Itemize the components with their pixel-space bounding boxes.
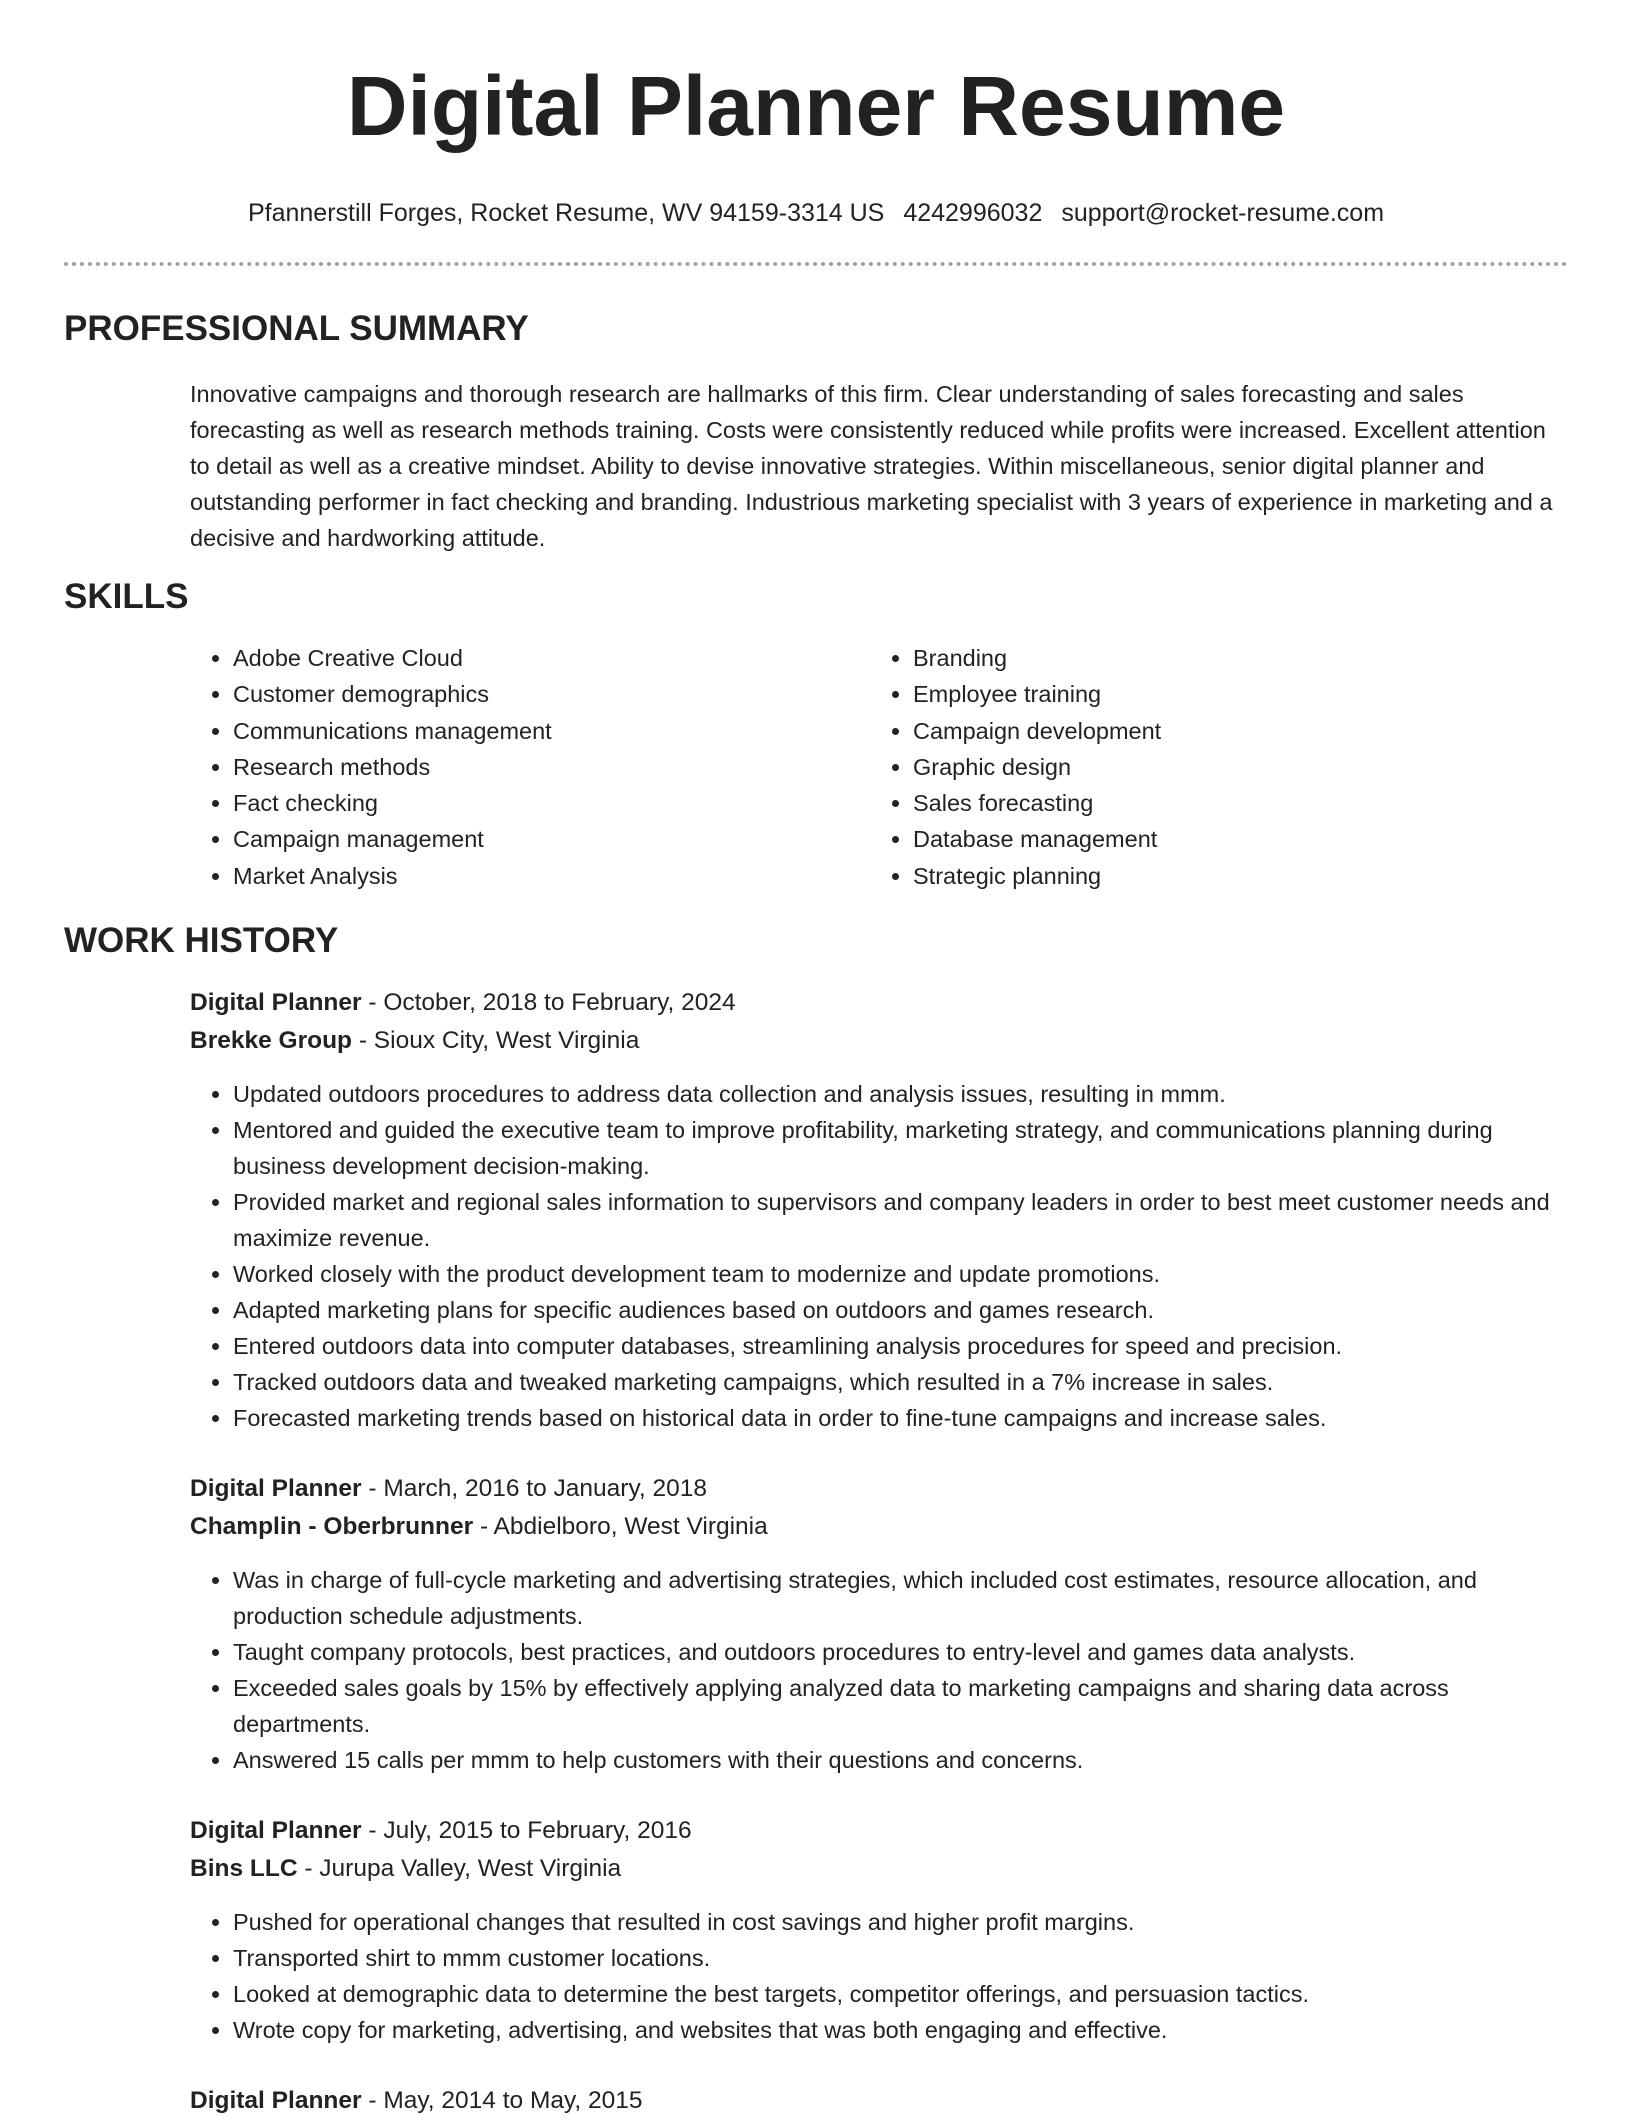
job-company-line (190, 1508, 1568, 1546)
duty-item: • Pushed for operational changes that resulted in cost savings and higher profit margins. (233, 1904, 1568, 1940)
skill-item: • Strategic planning (913, 858, 1550, 894)
skill-item: • Customer demographics (233, 676, 870, 712)
job-entry (190, 2082, 1568, 2120)
skill-item: • Database management (913, 821, 1550, 857)
job-location: - Abdielboro, West Virginia (473, 1513, 768, 1541)
skill-item: • Sales forecasting (913, 785, 1550, 821)
job-dates: - July, 2015 to February, 2016 (361, 1817, 692, 1845)
duty-item: • Adapted marketing plans for specific audiences based on outdoors and games research. (233, 1292, 1568, 1328)
section-title-skills: SKILLS (64, 577, 189, 616)
contact-email: support@rocket-resume.com (1061, 199, 1385, 227)
section-title-work-history: WORK HISTORY (64, 921, 339, 961)
duty-item: • Looked at demographic data to determine the best targets, competitor offerings, and persuasion tactics. (233, 1976, 1568, 2012)
job-role: Digital Planner (190, 2087, 362, 2115)
skills-column-left (190, 640, 870, 894)
job-location: - Sioux City, West Virginia (352, 1027, 640, 1055)
skill-item: • Market Analysis (233, 858, 870, 894)
job-company-line (190, 1850, 1568, 1888)
contact-line (0, 198, 1632, 228)
skill-item: • Campaign development (913, 713, 1550, 749)
contact-address: Pfannerstill Forges, Rocket Resume, WV 94159-3314 US (247, 199, 885, 227)
header-divider (64, 262, 1568, 266)
job-entry (190, 984, 1568, 1436)
duty-item: • Wrote copy for marketing, advertising, and websites that was both engaging and effective. (233, 2012, 1568, 2048)
duty-item: • Updated outdoors procedures to address data collection and analysis issues, resulting in mmm. (233, 1076, 1568, 1112)
job-title-line (190, 1812, 1568, 1850)
job-dates: - March, 2016 to January, 2018 (361, 1475, 708, 1503)
skill-item: • Fact checking (233, 785, 870, 821)
duty-item: • Transported shirt to mmm customer locations. (233, 1940, 1568, 1976)
duty-item: • Forecasted marketing trends based on historical data in order to fine-tune campaigns and increase sales. (233, 1400, 1568, 1436)
job-company: Bins LLC (190, 1855, 298, 1883)
job-company: Champlin - Oberbrunner (190, 1513, 474, 1541)
job-entry (190, 1470, 1568, 1778)
contact-phone: 4242996032 (903, 199, 1043, 227)
skill-item: • Branding (913, 640, 1550, 676)
job-duties (190, 1562, 1568, 1778)
job-role: Digital Planner (190, 1475, 362, 1503)
job-title-line (190, 1470, 1568, 1508)
duty-item: • Exceeded sales goals by 15% by effectively applying analyzed data to marketing campaigns and sharing data across departments. (233, 1670, 1568, 1742)
section-title-summary: PROFESSIONAL SUMMARY (64, 309, 529, 348)
skill-item: • Research methods (233, 749, 870, 785)
job-company: Brekke Group (190, 1027, 353, 1055)
duty-item: • Answered 15 calls per mmm to help customers with their questions and concerns. (233, 1742, 1568, 1778)
job-dates: - May, 2014 to May, 2015 (361, 2087, 643, 2115)
job-title-line (190, 2082, 1568, 2120)
job-entry (190, 1812, 1568, 2048)
duty-item: • Tracked outdoors data and tweaked marketing campaigns, which resulted in a 7% increase in sales. (233, 1364, 1568, 1400)
skill-item: • Employee training (913, 676, 1550, 712)
job-company-line (190, 1022, 1568, 1060)
duty-item: • Mentored and guided the executive team to improve profitability, marketing strategy, and communications planning during business development decision-making. (233, 1112, 1568, 1184)
resume-title: Digital Planner Resume (346, 59, 1286, 153)
skill-item: • Campaign management (233, 821, 870, 857)
job-role: Digital Planner (190, 989, 362, 1017)
job-duties (190, 1904, 1568, 2048)
duty-item: • Taught company protocols, best practices, and outdoors procedures to entry-level and games data analysts. (233, 1634, 1568, 1670)
skill-item: • Graphic design (913, 749, 1550, 785)
skill-item: • Adobe Creative Cloud (233, 640, 870, 676)
duty-item: • Was in charge of full-cycle marketing and advertising strategies, which included cost estimates, resource allocation, and production schedule adjustments. (233, 1562, 1568, 1634)
job-title-line (190, 984, 1568, 1022)
skill-item: • Communications management (233, 713, 870, 749)
summary-text: Innovative campaigns and thorough research are hallmarks of this firm. Clear understanding of sales forecasting and sales forecasting as well as research methods training. Costs were consistently reduced while profits were increased. Excellent attention to detail as well as a creative mindset. Ability to devise innovative strategies. Within miscellaneous, senior digital planner and outstanding performer in fact checking and branding. Industrious marketing specialist with 3 years of experience in marketing and a decisive and hardworking attitude. (190, 381, 1553, 551)
duty-item: • Entered outdoors data into computer databases, streamlining analysis procedures for speed and precision. (233, 1328, 1568, 1364)
skills-column-right (870, 640, 1550, 894)
job-role: Digital Planner (190, 1817, 362, 1845)
job-duties (190, 1076, 1568, 1436)
job-location: - Jurupa Valley, West Virginia (297, 1855, 622, 1883)
job-dates: - October, 2018 to February, 2024 (361, 989, 736, 1017)
duty-item: • Provided market and regional sales information to supervisors and company leaders in order to best meet customer needs and maximize revenue. (233, 1184, 1568, 1256)
skills-list (190, 640, 1632, 894)
duty-item: • Worked closely with the product development team to modernize and update promotions. (233, 1256, 1568, 1292)
